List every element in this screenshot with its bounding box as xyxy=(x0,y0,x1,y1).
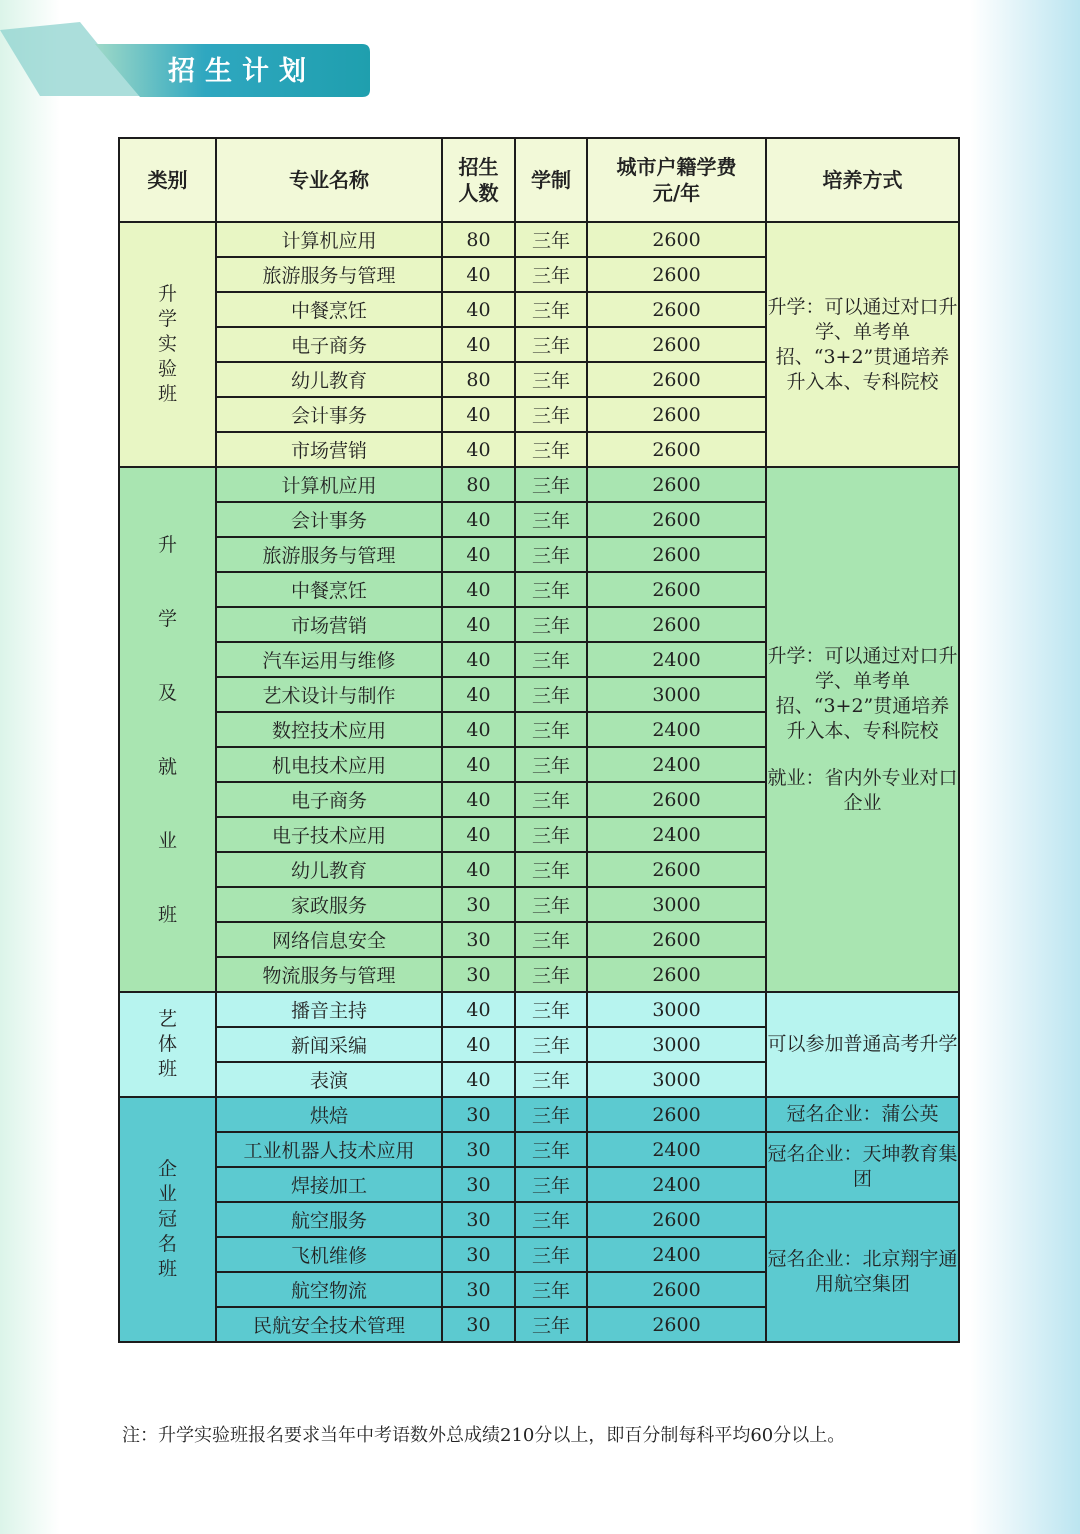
quota-cell: 40 xyxy=(442,1027,515,1062)
fee-cell: 3000 xyxy=(587,992,766,1027)
fee-cell: 3000 xyxy=(587,1027,766,1062)
quota-cell: 30 xyxy=(442,1272,515,1307)
fee-cell: 2600 xyxy=(587,292,766,327)
header-category: 类别 xyxy=(119,138,216,222)
quota-cell: 30 xyxy=(442,922,515,957)
fee-cell: 2400 xyxy=(587,1132,766,1167)
category-char: 名 xyxy=(157,1233,177,1255)
quota-cell: 40 xyxy=(442,397,515,432)
duration-cell: 三年 xyxy=(515,817,587,852)
category-char: 业 xyxy=(157,1183,177,1205)
category-cell xyxy=(119,222,216,467)
duration-cell: 三年 xyxy=(515,1307,587,1342)
major-cell: 中餐烹饪 xyxy=(216,292,442,327)
major-cell: 会计事务 xyxy=(216,397,442,432)
category-char: 就 xyxy=(157,755,177,778)
fee-cell: 2600 xyxy=(587,922,766,957)
major-cell: 艺术设计与制作 xyxy=(216,677,442,712)
category-char: 班 xyxy=(157,903,177,926)
major-cell: 民航安全技术管理 xyxy=(216,1307,442,1342)
major-cell: 飞机维修 xyxy=(216,1237,442,1272)
duration-cell: 三年 xyxy=(515,887,587,922)
category-cell xyxy=(119,467,216,992)
duration-cell: 三年 xyxy=(515,397,587,432)
category-char: 班 xyxy=(157,1058,177,1080)
major-cell: 航空服务 xyxy=(216,1202,442,1237)
quota-cell: 40 xyxy=(442,292,515,327)
duration-cell: 三年 xyxy=(515,467,587,502)
category-char: 升 xyxy=(157,283,177,305)
duration-cell: 三年 xyxy=(515,292,587,327)
enrollment-plan-table xyxy=(118,137,960,1343)
major-cell: 工业机器人技术应用 xyxy=(216,1132,442,1167)
quota-cell: 40 xyxy=(442,257,515,292)
header-duration: 学制 xyxy=(515,138,587,222)
training-method-cell xyxy=(766,1202,959,1342)
quota-cell: 30 xyxy=(442,1237,515,1272)
quota-cell: 40 xyxy=(442,782,515,817)
fee-cell: 2600 xyxy=(587,607,766,642)
duration-cell: 三年 xyxy=(515,957,587,992)
major-cell: 中餐烹饪 xyxy=(216,572,442,607)
fee-cell: 2600 xyxy=(587,257,766,292)
duration-cell: 三年 xyxy=(515,712,587,747)
training-method-text: 升学：可以通过对口升学、单考单招、“3+2”贯通培养升入本、专科院校 xyxy=(767,295,958,393)
quota-cell: 40 xyxy=(442,572,515,607)
fee-cell: 2600 xyxy=(587,432,766,467)
quota-cell: 40 xyxy=(442,817,515,852)
quota-cell: 30 xyxy=(442,1132,515,1167)
employment-method-text: 就业：省内外专业对口企业 xyxy=(767,766,958,814)
table-row xyxy=(119,222,959,257)
header-major: 专业名称 xyxy=(216,138,442,222)
duration-cell: 三年 xyxy=(515,747,587,782)
quota-cell: 80 xyxy=(442,222,515,257)
major-cell: 物流服务与管理 xyxy=(216,957,442,992)
category-char: 实 xyxy=(157,333,177,355)
category-char: 学 xyxy=(157,308,177,330)
duration-cell: 三年 xyxy=(515,1062,587,1097)
fee-cell: 2400 xyxy=(587,642,766,677)
category-char: 学 xyxy=(157,607,177,630)
table-row xyxy=(119,1132,959,1167)
quota-cell: 40 xyxy=(442,712,515,747)
major-cell: 计算机应用 xyxy=(216,222,442,257)
fee-cell: 2600 xyxy=(587,327,766,362)
duration-cell: 三年 xyxy=(515,572,587,607)
table-header-row xyxy=(119,138,959,222)
fee-cell: 2600 xyxy=(587,957,766,992)
quota-cell: 40 xyxy=(442,747,515,782)
quota-cell: 80 xyxy=(442,467,515,502)
major-cell: 电子商务 xyxy=(216,782,442,817)
fee-cell: 2400 xyxy=(587,712,766,747)
fee-cell: 3000 xyxy=(587,887,766,922)
duration-cell: 三年 xyxy=(515,1132,587,1167)
quota-cell: 40 xyxy=(442,642,515,677)
header-method: 培养方式 xyxy=(766,138,959,222)
major-cell: 家政服务 xyxy=(216,887,442,922)
duration-cell: 三年 xyxy=(515,432,587,467)
fee-cell: 2400 xyxy=(587,1167,766,1202)
duration-cell: 三年 xyxy=(515,502,587,537)
major-cell: 网络信息安全 xyxy=(216,922,442,957)
quota-cell: 40 xyxy=(442,992,515,1027)
major-cell: 电子商务 xyxy=(216,327,442,362)
category-char: 升 xyxy=(157,533,177,556)
training-method-text: 冠名企业：天坤教育集团 xyxy=(767,1143,958,1190)
major-cell: 表演 xyxy=(216,1062,442,1097)
category-char: 冠 xyxy=(157,1208,177,1230)
major-cell: 计算机应用 xyxy=(216,467,442,502)
training-method-text: 冠名企业：北京翔宇通用航空集团 xyxy=(767,1248,958,1295)
major-cell: 市场营销 xyxy=(216,432,442,467)
duration-cell: 三年 xyxy=(515,257,587,292)
training-method-cell xyxy=(766,1097,959,1132)
duration-cell: 三年 xyxy=(515,782,587,817)
category-cell xyxy=(119,992,216,1097)
duration-cell: 三年 xyxy=(515,222,587,257)
duration-cell: 三年 xyxy=(515,327,587,362)
category-char: 班 xyxy=(157,1258,177,1280)
fee-cell: 2400 xyxy=(587,817,766,852)
duration-cell: 三年 xyxy=(515,1167,587,1202)
major-cell: 烘焙 xyxy=(216,1097,442,1132)
quota-cell: 30 xyxy=(442,887,515,922)
duration-cell: 三年 xyxy=(515,1237,587,1272)
table-row xyxy=(119,467,959,502)
quota-cell: 40 xyxy=(442,502,515,537)
fee-cell: 3000 xyxy=(587,677,766,712)
table-row xyxy=(119,1097,959,1132)
category-char: 验 xyxy=(157,358,177,380)
quota-cell: 30 xyxy=(442,957,515,992)
quota-cell: 30 xyxy=(442,1097,515,1132)
major-cell: 市场营销 xyxy=(216,607,442,642)
left-gradient-decoration xyxy=(0,0,60,1534)
major-cell: 幼儿教育 xyxy=(216,362,442,397)
training-method-cell xyxy=(766,467,959,992)
training-method-cell xyxy=(766,992,959,1097)
duration-cell: 三年 xyxy=(515,922,587,957)
fee-cell: 2600 xyxy=(587,1272,766,1307)
category-char: 及 xyxy=(157,681,177,704)
duration-cell: 三年 xyxy=(515,1027,587,1062)
duration-cell: 三年 xyxy=(515,852,587,887)
fee-cell: 2600 xyxy=(587,222,766,257)
training-method-cell xyxy=(766,222,959,467)
category-char: 体 xyxy=(157,1033,177,1055)
fee-cell: 2600 xyxy=(587,1307,766,1342)
fee-cell: 2400 xyxy=(587,1237,766,1272)
duration-cell: 三年 xyxy=(515,1272,587,1307)
category-char: 班 xyxy=(157,383,177,405)
major-cell: 旅游服务与管理 xyxy=(216,537,442,572)
training-method-text: 可以参加普通高考升学 xyxy=(767,1033,958,1055)
table-row xyxy=(119,992,959,1027)
table-body xyxy=(119,222,959,1342)
category-char: 企 xyxy=(157,1158,177,1180)
footnote: 注：升学实验班报名要求当年中考语数外总成绩210分以上，即百分制每科平均60分以上。 xyxy=(122,1425,846,1446)
major-cell: 机电技术应用 xyxy=(216,747,442,782)
quota-cell: 40 xyxy=(442,432,515,467)
quota-cell: 40 xyxy=(442,852,515,887)
major-cell: 幼儿教育 xyxy=(216,852,442,887)
fee-cell: 2600 xyxy=(587,1097,766,1132)
duration-cell: 三年 xyxy=(515,642,587,677)
fee-cell: 2600 xyxy=(587,397,766,432)
fee-cell: 2600 xyxy=(587,852,766,887)
page-title: 招生计划 xyxy=(168,56,316,87)
header-quota: 招生人数 xyxy=(442,138,515,222)
training-method-cell xyxy=(766,1132,959,1202)
major-cell: 电子技术应用 xyxy=(216,817,442,852)
major-cell: 焊接加工 xyxy=(216,1167,442,1202)
quota-cell: 40 xyxy=(442,1062,515,1097)
training-method-text: 升学：可以通过对口升学、单考单招、“3+2”贯通培养升入本、专科院校 xyxy=(767,644,958,742)
fee-cell: 2600 xyxy=(587,572,766,607)
major-cell: 航空物流 xyxy=(216,1272,442,1307)
table-row xyxy=(119,1202,959,1237)
fee-cell: 2600 xyxy=(587,1202,766,1237)
duration-cell: 三年 xyxy=(515,1202,587,1237)
category-cell xyxy=(119,1097,216,1342)
major-cell: 播音主持 xyxy=(216,992,442,1027)
duration-cell: 三年 xyxy=(515,537,587,572)
duration-cell: 三年 xyxy=(515,677,587,712)
training-method-text: 冠名企业：蒲公英 xyxy=(786,1103,939,1125)
quota-cell: 80 xyxy=(442,362,515,397)
major-cell: 新闻采编 xyxy=(216,1027,442,1062)
major-cell: 旅游服务与管理 xyxy=(216,257,442,292)
fee-cell: 2600 xyxy=(587,502,766,537)
major-cell: 会计事务 xyxy=(216,502,442,537)
duration-cell: 三年 xyxy=(515,992,587,1027)
fee-cell: 2600 xyxy=(587,362,766,397)
quota-cell: 30 xyxy=(442,1202,515,1237)
fee-cell: 2400 xyxy=(587,747,766,782)
quota-cell: 30 xyxy=(442,1167,515,1202)
category-char: 业 xyxy=(157,829,177,852)
quota-cell: 40 xyxy=(442,607,515,642)
fee-cell: 2600 xyxy=(587,782,766,817)
major-cell: 数控技术应用 xyxy=(216,712,442,747)
category-char: 艺 xyxy=(157,1008,177,1030)
quota-cell: 40 xyxy=(442,327,515,362)
quota-cell: 40 xyxy=(442,677,515,712)
major-cell: 汽车运用与维修 xyxy=(216,642,442,677)
fee-cell: 3000 xyxy=(587,1062,766,1097)
fee-cell: 2600 xyxy=(587,537,766,572)
duration-cell: 三年 xyxy=(515,362,587,397)
right-gradient-decoration xyxy=(970,0,1080,1534)
fee-cell: 2600 xyxy=(587,467,766,502)
duration-cell: 三年 xyxy=(515,607,587,642)
quota-cell: 40 xyxy=(442,537,515,572)
quota-cell: 30 xyxy=(442,1307,515,1342)
duration-cell: 三年 xyxy=(515,1097,587,1132)
header-fee: 城市户籍学费元/年 xyxy=(587,138,766,222)
